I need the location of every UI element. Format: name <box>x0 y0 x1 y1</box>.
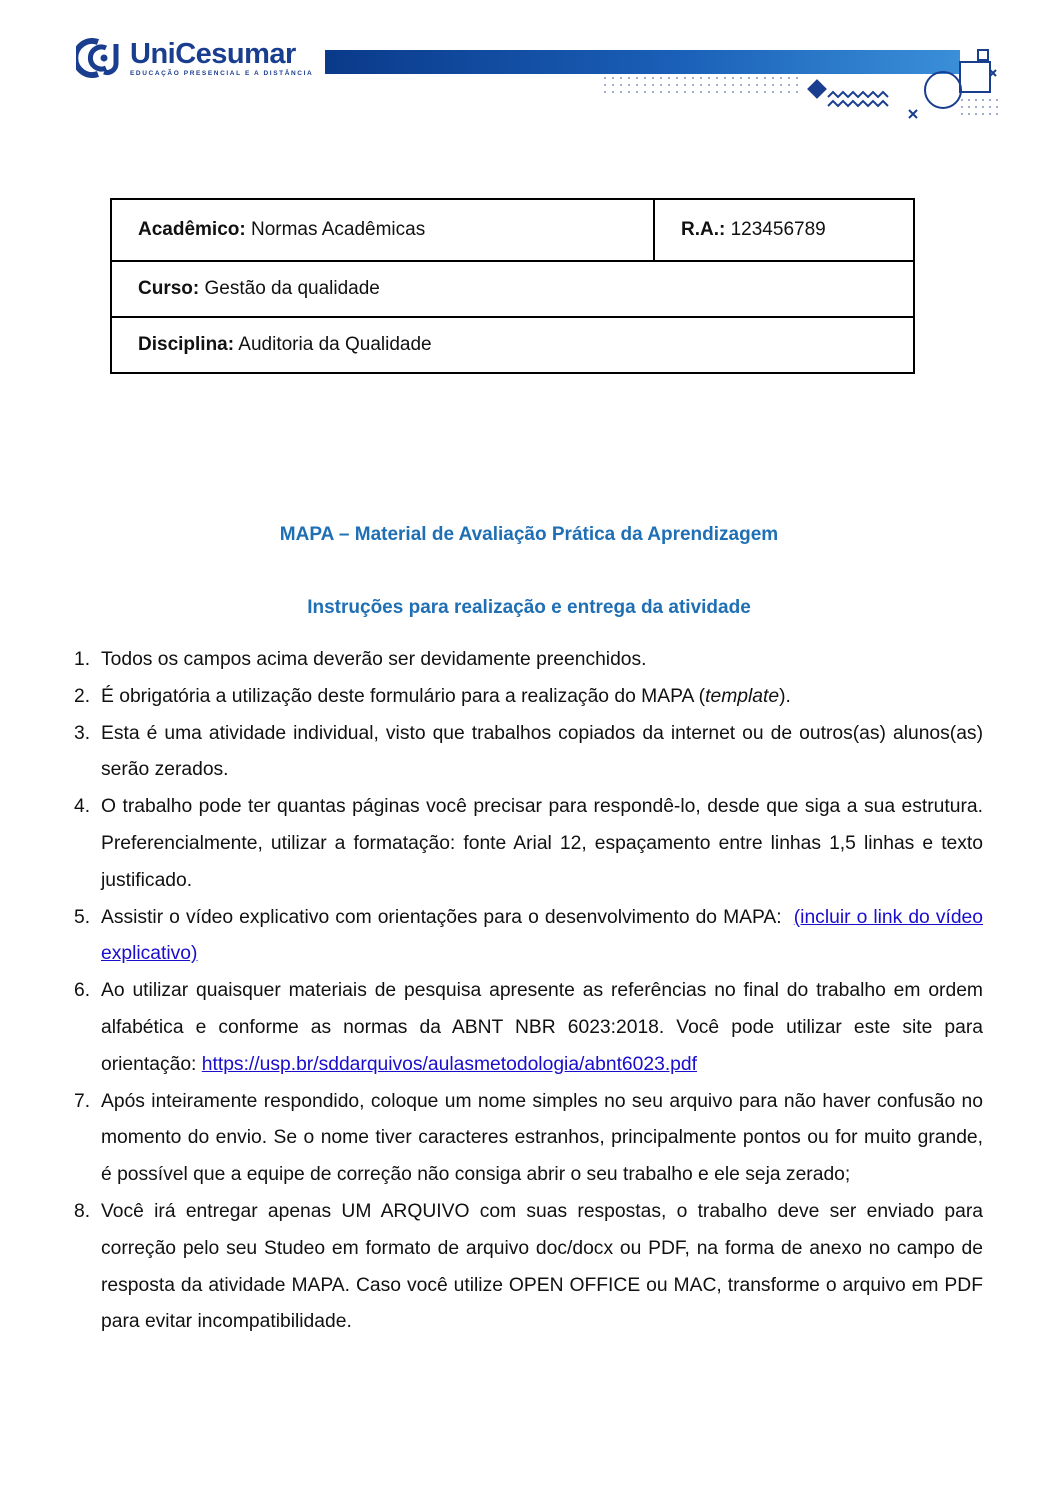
list-item <box>70 679 983 716</box>
abnt-link[interactable]: https://usp.br/sddarquivos/aulasmetodologia/abnt6023.pdf <box>201 1053 697 1075</box>
ra-label: R.A.: <box>681 219 726 240</box>
disciplina-cell <box>111 317 914 373</box>
unicesumar-logo <box>76 38 313 78</box>
item-text: ). <box>779 685 791 707</box>
item-emphasis: template <box>705 685 780 707</box>
curso-value: Gestão da qualidade <box>199 278 380 299</box>
item-number: 2. <box>74 685 91 707</box>
item-number: 3. <box>74 722 91 744</box>
item-number: 5. <box>74 906 91 928</box>
page-header <box>0 0 1058 130</box>
item-text: Ao utilizar quaisquer materiais de pesquisa apresente as referências no final do trabalho em ordem alfabética e conforme as normas da ABNT NBR 6023:2018. Você pode utilizar este site para orientação: <box>101 980 983 1075</box>
table-row <box>111 199 914 261</box>
list-item <box>70 789 983 899</box>
list-item <box>70 1194 983 1341</box>
item-number: 1. <box>74 649 91 670</box>
item-text: Todos os campos acima deverão ser devidamente preenchidos. <box>101 649 647 670</box>
academico-label: Acadêmico: <box>138 219 246 240</box>
item-text: É obrigatória a utilização deste formulário para a realização do MAPA ( <box>101 685 706 707</box>
list-item <box>70 642 983 679</box>
academico-cell <box>111 199 654 261</box>
list-item <box>70 1084 983 1194</box>
table-row <box>111 317 914 373</box>
instructions-list <box>70 642 983 1341</box>
video-link[interactable]: (incluir o link do vídeo explicativo) <box>101 906 983 965</box>
document-title: MAPA – Material de Avaliação Prática da Aprendizagem <box>279 524 779 545</box>
ra-cell <box>654 199 914 261</box>
item-text: O trabalho pode ter quantas páginas você precisar para respondê-lo, desde que siga a sua estrutura. Preferencialmente, utilizar a formatação: fonte Arial 12, espaçamento entre linhas 1,5 linhas e texto justificado. <box>101 796 983 891</box>
academico-value: Normas Acadêmicas <box>245 219 426 240</box>
list-item <box>70 900 983 974</box>
list-item <box>70 716 983 790</box>
brand-tagline: EDUCAÇÃO PRESENCIAL E A DISTÂNCIA <box>130 70 314 77</box>
disciplina-value: Auditoria da Qualidade <box>234 334 432 355</box>
item-number: 7. <box>74 1090 91 1112</box>
list-item <box>70 973 983 1083</box>
brand-name: UniCesumar <box>130 38 296 70</box>
item-text: Esta é uma atividade individual, visto que trabalhos copiados da internet ou de outros(as) alunos(as) serão zerados. <box>101 722 983 781</box>
item-text: Assistir o vídeo explicativo com orientações para o desenvolvimento do MAPA: <box>101 906 794 928</box>
item-number: 4. <box>74 796 91 818</box>
table-row <box>111 261 914 317</box>
item-number: 6. <box>74 980 91 1002</box>
item-text: Após inteiramente respondido, coloque um nome simples no seu arquivo para não haver confusão no momento do envio. Se o nome tiver caracteres estranhos, principalmente pontos ou for muito grande, é possível que a equipe de correção não consiga abrir o seu trabalho e ele seja zerado; <box>101 1090 983 1186</box>
header-decoration-icon <box>600 40 1010 125</box>
curso-cell <box>111 261 914 317</box>
student-info-table <box>110 198 915 374</box>
item-number: 8. <box>74 1200 91 1222</box>
instructions-heading: Instruções para realização e entrega da atividade <box>307 597 751 618</box>
curso-label: Curso: <box>138 278 200 299</box>
disciplina-label: Disciplina: <box>138 334 235 355</box>
logo-mark-icon <box>76 38 124 78</box>
ra-value: 123456789 <box>725 219 826 240</box>
item-text: Você irá entregar apenas UM ARQUIVO com suas respostas, o trabalho deve ser enviado para correção pelo seu Studeo em formato de arquivo doc/docx ou PDF, na forma de anexo no campo de resposta da atividade MAPA. Caso você utilize OPEN OFFICE ou MAC, transforme o arquivo em PDF para evitar incompatibilidade. <box>101 1200 983 1333</box>
